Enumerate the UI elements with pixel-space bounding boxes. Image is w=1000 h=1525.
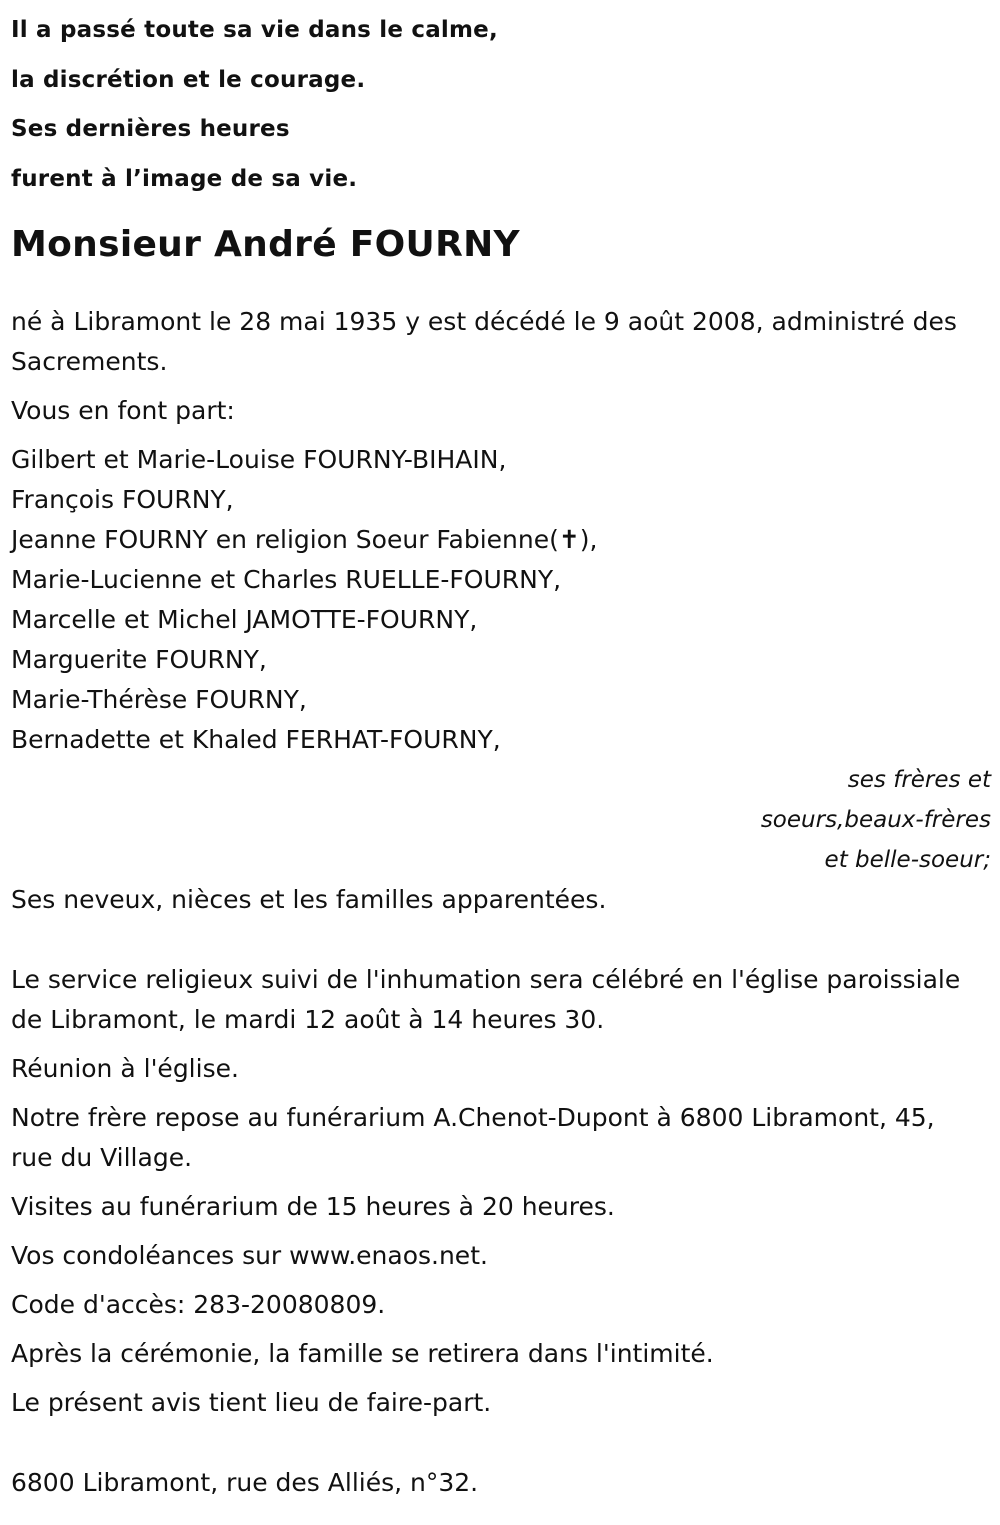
relation-note [11, 760, 991, 880]
epigraph [11, 6, 991, 204]
deceased-name: Monsieur André FOURNY [11, 224, 520, 265]
epigraph-line: furent à l’image de sa vie. [11, 165, 358, 192]
family-member: François FOURNY, [11, 485, 234, 514]
after-ceremony-paragraph: Après la cérémonie, la famille se retirera dans l'intimité. [11, 1339, 714, 1368]
obituary-notice [11, 0, 991, 1503]
family-member: Jeanne FOURNY en religion Soeur Fabienne(✝), [11, 525, 598, 554]
birth-death-paragraph: né à Libramont le 28 mai 1935 y est décédé le 9 août 2008, administré des Sacrements. [11, 307, 957, 376]
relation-line: ses frères et [847, 767, 991, 793]
epigraph-line: la discrétion et le courage. [11, 66, 366, 93]
family-member: Bernadette et Khaled FERHAT-FOURNY, [11, 725, 501, 754]
family-member: Marguerite FOURNY, [11, 645, 267, 674]
announcement: Vous en font part: [11, 396, 235, 425]
meeting-paragraph: Réunion à l'église. [11, 1054, 239, 1083]
condolences-paragraph: Vos condoléances sur www.enaos.net. [11, 1241, 488, 1270]
epigraph-line: Ses dernières heures [11, 116, 290, 142]
access-code: Code d'accès: 283-20080809. [11, 1290, 386, 1319]
funeral-home-paragraph: Notre frère repose au funérarium A.Chenot-Dupont à 6800 Libramont, 45, rue du Village. [11, 1103, 935, 1172]
address: 6800 Libramont, rue des Alliés, n°32. [11, 1468, 479, 1497]
relation-line: et belle-soeur; [824, 847, 991, 873]
family-member: Gilbert et Marie-Louise FOURNY-BIHAIN, [11, 445, 507, 474]
notice-paragraph: Le présent avis tient lieu de faire-part. [11, 1388, 492, 1417]
family-member: Marcelle et Michel JAMOTTE-FOURNY, [11, 605, 478, 634]
family-member: Marie-Thérèse FOURNY, [11, 685, 307, 714]
service-paragraph: Le service religieux suivi de l'inhumation sera célébré en l'église paroissiale de Libramont, le mardi 12 août à 14 heures 30. [11, 965, 961, 1034]
epigraph-line: Il a passé toute sa vie dans le calme, [11, 17, 498, 43]
extended-family: Ses neveux, nièces et les familles apparentées. [11, 885, 607, 914]
relation-line: soeurs,beaux-frères [760, 807, 991, 833]
visits-paragraph: Visites au funérarium de 15 heures à 20 heures. [11, 1192, 615, 1221]
family-list [11, 440, 991, 760]
family-member: Marie-Lucienne et Charles RUELLE-FOURNY, [11, 565, 562, 594]
